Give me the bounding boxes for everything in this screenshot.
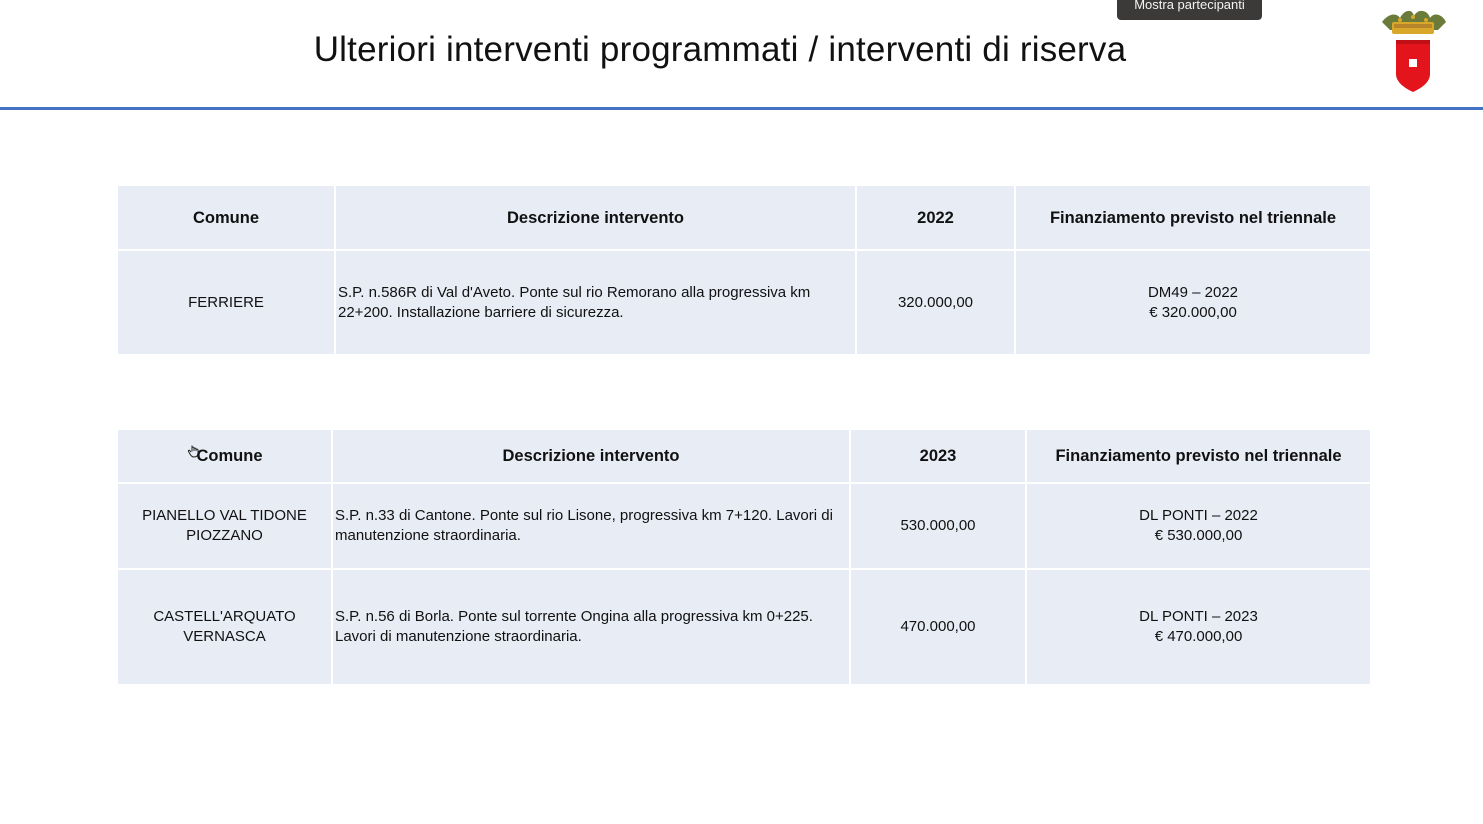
descrizione-line: 22+200. Installazione barriere di sicurezza. xyxy=(338,303,624,321)
descrizione-line: S.P. n.56 di Borla. Ponte sul torrente Ongina alla progressiva km 0+225. xyxy=(335,608,813,625)
header-comune xyxy=(117,429,332,483)
finanziamento-line: € 530.000,00 xyxy=(1154,527,1243,544)
cell-importo: 470.000,00 xyxy=(850,569,1026,685)
hand-cursor-icon xyxy=(187,444,201,458)
finanziamento-line: DL PONTI – 2023 xyxy=(1139,608,1258,625)
finanziamento-line: € 470.000,00 xyxy=(1154,628,1243,645)
header-year: 2023 xyxy=(850,429,1026,483)
finanziamento-line: DL PONTI – 2022 xyxy=(1139,507,1258,524)
descrizione-line: Lavori di manutenzione straordinaria. xyxy=(335,628,582,645)
cell-finanziamento xyxy=(1026,569,1371,685)
descrizione-line: S.P. n.33 di Cantone. Ponte sul rio Lisone, progressiva km 7+120. Lavori di xyxy=(335,507,833,524)
cell-descrizione xyxy=(335,250,856,355)
province-crest-icon xyxy=(1378,8,1448,94)
comune-line: VERNASCA xyxy=(183,628,266,645)
header-year: 2022 xyxy=(856,185,1015,250)
cell-comune xyxy=(117,250,335,355)
cell-descrizione xyxy=(332,483,850,569)
descrizione-line: S.P. n.586R di Val d'Aveto. Ponte sul rio Remorano alla progressiva km xyxy=(338,283,811,301)
comune-line: PIANELLO VAL TIDONE xyxy=(142,507,307,524)
table-row xyxy=(117,483,1371,569)
header-finanziamento: Finanziamento previsto nel triennale xyxy=(1026,429,1371,483)
slide-title: Ulteriori interventi programmati / interventi di riserva xyxy=(313,30,1127,69)
interventions-table-2022 xyxy=(116,184,1372,356)
header-descrizione: Descrizione intervento xyxy=(335,185,856,250)
comune-line: PIOZZANO xyxy=(186,527,263,544)
cell-importo: 320.000,00 xyxy=(856,250,1015,355)
descrizione-line: manutenzione straordinaria. xyxy=(335,527,521,544)
table-row xyxy=(117,250,1371,355)
header-comune: Comune xyxy=(117,185,335,250)
cell-finanziamento xyxy=(1026,483,1371,569)
show-participants-tooltip: Mostra partecipanti xyxy=(1117,0,1262,20)
comune-line: CASTELL'ARQUATO xyxy=(153,608,296,625)
table-row xyxy=(117,569,1371,685)
title-divider xyxy=(0,107,1483,110)
cell-finanziamento xyxy=(1015,250,1371,355)
finanziamento-line: € 320.000,00 xyxy=(1149,303,1237,321)
header-finanziamento: Finanziamento previsto nel triennale xyxy=(1015,185,1371,250)
header-descrizione: Descrizione intervento xyxy=(332,429,850,483)
cell-descrizione xyxy=(332,569,850,685)
interventions-table-2023 xyxy=(116,428,1372,686)
cell-comune xyxy=(117,483,332,569)
comune-line: FERRIERE xyxy=(188,293,264,311)
cell-importo: 530.000,00 xyxy=(850,483,1026,569)
finanziamento-line: DM49 – 2022 xyxy=(1147,283,1239,301)
cell-comune xyxy=(117,569,332,685)
header-comune-label: Comune xyxy=(196,447,263,465)
